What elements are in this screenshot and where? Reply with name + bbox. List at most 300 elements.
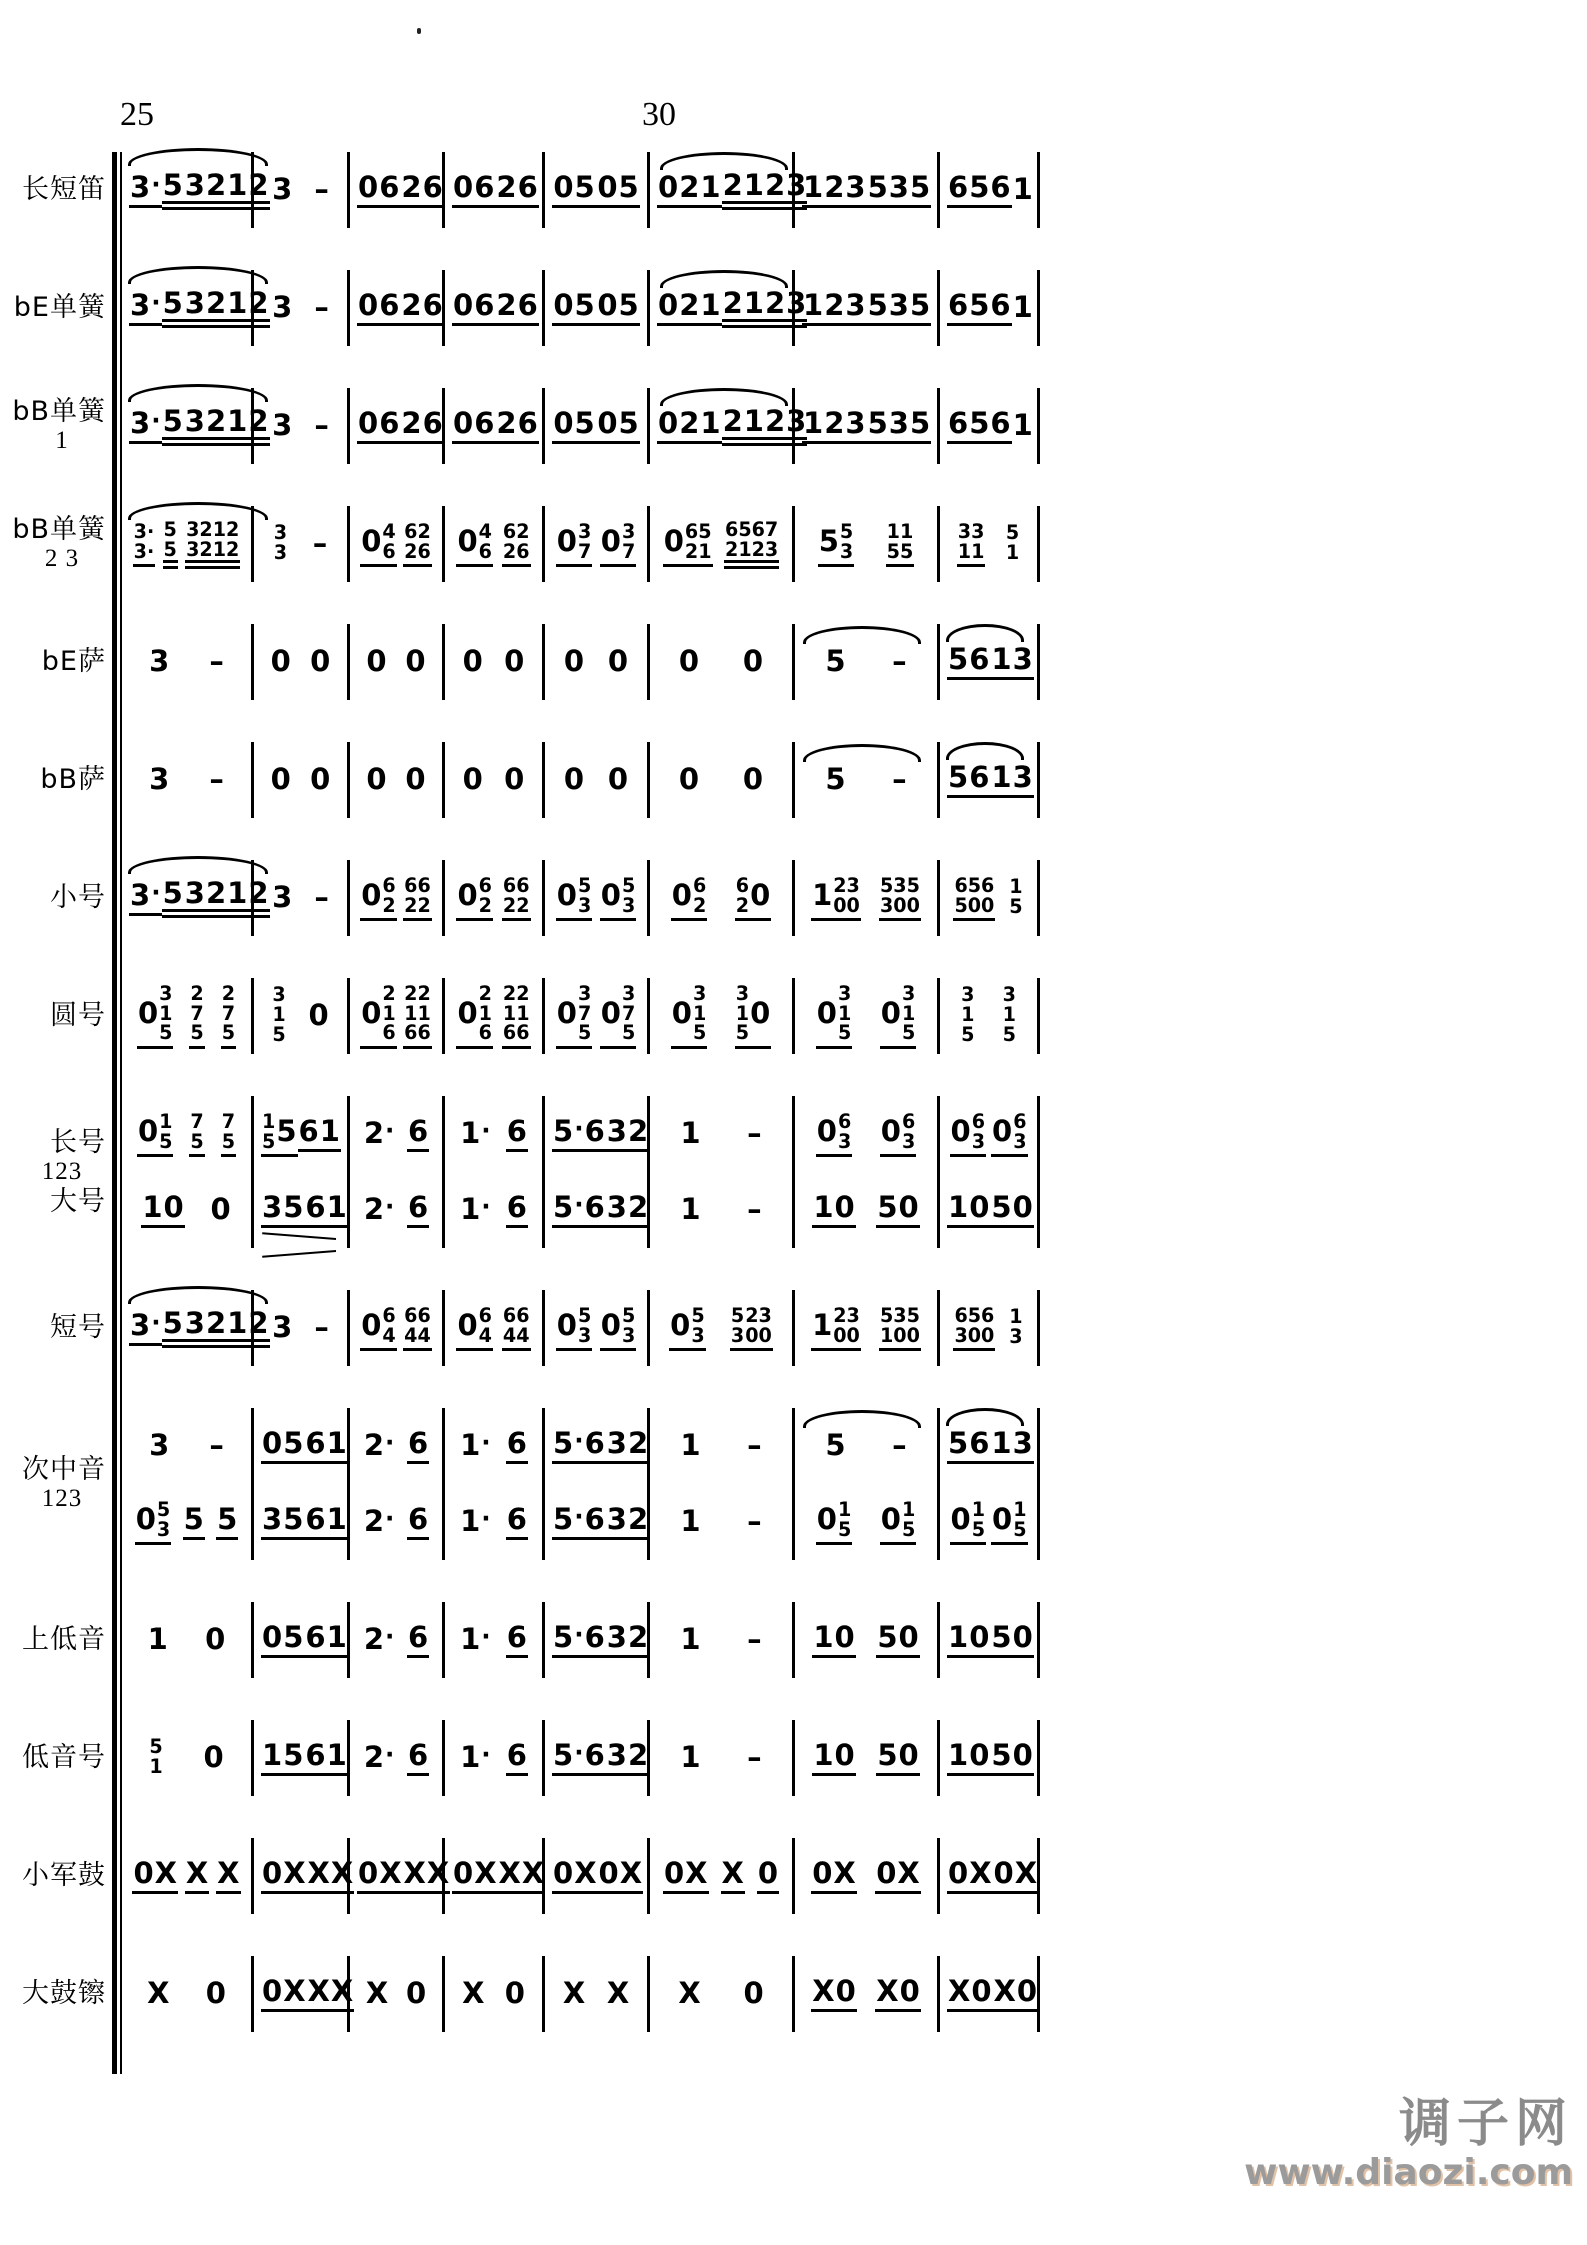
chord-voice: 5 [577, 1303, 592, 1327]
note-digit: 6 [408, 1114, 429, 1148]
note-group [746, 1503, 763, 1539]
measure [122, 742, 254, 818]
note-group [141, 1192, 184, 1228]
instrument-label: bB单簧 [12, 514, 106, 546]
note-digit: 0 [899, 1974, 920, 2008]
measure [254, 506, 350, 582]
chord-voice: 3 [577, 519, 592, 543]
measure [254, 152, 350, 228]
note-digit: 1 [227, 876, 248, 910]
measure [350, 978, 445, 1054]
instrument-label: 2 3 [44, 545, 80, 573]
note-group [607, 761, 629, 797]
measure [254, 1096, 350, 1172]
chord-voice: 66 [502, 873, 530, 897]
note-group [669, 1305, 706, 1352]
part-line [122, 506, 1100, 582]
chord-voice: 66 [404, 1021, 431, 1045]
chord-voice: 3 [1013, 1129, 1027, 1153]
note-digit: 2 [401, 406, 422, 440]
note-digit: 6 [506, 1114, 527, 1148]
measure [122, 270, 269, 346]
note-group [876, 1740, 919, 1776]
measure [122, 1096, 254, 1172]
chord-voice: 3 [961, 983, 975, 1007]
note-group [891, 761, 908, 797]
note-digit: 2 [722, 168, 743, 202]
chord-stack [163, 517, 177, 561]
note-digit: X [948, 1974, 971, 2008]
note-digit: 2 [363, 1115, 384, 1150]
note-digit: 0 [750, 878, 771, 912]
note-digit: 2 [764, 168, 786, 202]
duration-dash: – [747, 1621, 762, 1656]
chord-voice: 535 [880, 1303, 920, 1327]
note-digit: X [379, 1856, 402, 1890]
measure [254, 860, 350, 936]
slur-arc [946, 624, 1024, 642]
note-group [221, 1111, 236, 1158]
chord-voice: 5 [190, 1021, 204, 1045]
note-group [891, 1427, 908, 1463]
note-digit: 0 [556, 878, 577, 912]
note-digit: 2 [824, 288, 845, 322]
note-digit: 3 [606, 1738, 627, 1772]
measure [795, 978, 940, 1054]
note-digit: X [1014, 1856, 1038, 1890]
measure [445, 152, 545, 228]
note-group [162, 170, 184, 210]
note-group [742, 761, 764, 797]
chord-voice: 3· [133, 519, 155, 543]
duration-dash: – [314, 171, 329, 206]
note-digit: 3 [272, 407, 293, 442]
note-digit: 0 [834, 1738, 855, 1772]
chord-voice: 3 [692, 981, 707, 1005]
system-长号 [0, 1096, 1100, 1248]
note-digit: 3 [149, 761, 170, 796]
chord-voice: 3· [133, 539, 155, 563]
note-group [606, 1504, 649, 1540]
note-digit: X [462, 1975, 485, 2010]
note-group [148, 1736, 163, 1780]
note-digit: 6 [474, 288, 495, 322]
note-digit: 2 [764, 286, 786, 320]
note-group [671, 875, 708, 922]
note-group [360, 521, 397, 568]
measure [254, 624, 350, 700]
chord-stack [577, 1303, 592, 1347]
chord-stack [221, 1109, 235, 1153]
instrument-label: bB单簧 [12, 396, 106, 428]
note-digit: 6 [305, 1738, 326, 1772]
part-line [122, 742, 1100, 818]
chord-stack [735, 873, 750, 917]
note-digit: 5 [553, 1114, 574, 1148]
note-group [400, 172, 443, 208]
note-digit: 0 [816, 1114, 837, 1148]
note-group [261, 1858, 307, 1894]
note-digit: 0 [203, 1739, 224, 1774]
duration-dash: – [312, 525, 328, 560]
note-digit: 0 [750, 996, 771, 1030]
note-group [563, 761, 585, 797]
note-group [679, 1503, 701, 1539]
note-digit: 0 [663, 524, 684, 558]
note-digit: 0 [671, 996, 692, 1030]
note-group [163, 519, 178, 570]
note-group [162, 288, 184, 328]
chord-stack [1009, 877, 1022, 917]
note-group [757, 1858, 779, 1894]
measure [254, 388, 350, 464]
note-digit: 5 [877, 1190, 898, 1224]
note-digit: 2 [205, 1306, 227, 1340]
note-digit: 5 [217, 1502, 238, 1536]
chord-stack [577, 873, 592, 917]
watermark [1244, 2096, 1573, 2193]
measure [795, 270, 940, 346]
measure [795, 152, 940, 228]
note-group [129, 290, 162, 326]
note-digit: 2 [205, 286, 227, 320]
measure [650, 270, 807, 346]
note-digit: 5 [162, 168, 183, 202]
note-digit: 0 [658, 288, 679, 322]
measure [940, 742, 1040, 818]
note-digit: 5 [162, 286, 183, 320]
note-digit: 0 [678, 643, 700, 678]
note-group [270, 761, 292, 797]
score-body [0, 152, 1100, 2074]
duration-dash: – [314, 1309, 329, 1344]
note-digit: 2 [764, 404, 786, 438]
note-digit: 0 [816, 996, 837, 1030]
note-group [947, 408, 1012, 444]
note-group [606, 1192, 649, 1228]
note-group [403, 1858, 451, 1894]
note-group [991, 1499, 1028, 1546]
note-group [162, 1308, 184, 1348]
note-group [556, 521, 593, 568]
note-digit: 3 [606, 1114, 627, 1148]
part-line [122, 1096, 1100, 1172]
chord-stack [149, 1737, 162, 1777]
part-line [122, 1172, 1100, 1248]
note-group [816, 1111, 853, 1158]
note-digit: 5 [162, 876, 183, 910]
instrument-label-block [0, 1838, 106, 1914]
chord-voice: 00 [745, 1323, 772, 1347]
note-digit: X [619, 1856, 643, 1890]
note-digit: 1 [700, 170, 721, 204]
note-digit: 2 [248, 404, 269, 438]
chord-voice: 3 [901, 981, 916, 1005]
measure [122, 860, 269, 936]
duration-dash: – [892, 1427, 907, 1462]
chord-voice: 3 [621, 981, 636, 1005]
measure [545, 506, 650, 582]
note-digit: X [606, 1975, 630, 2010]
chord-voice: 1 [159, 1109, 173, 1133]
measure [940, 978, 1040, 1054]
chord-voice: 3212 [186, 537, 240, 561]
note-group [606, 1622, 649, 1658]
system-小军鼓 [0, 1838, 1100, 1914]
note-group [947, 1622, 990, 1658]
note-group [556, 983, 593, 1050]
note-group [456, 1305, 493, 1352]
part-line [122, 1720, 1100, 1796]
note-digit: X [812, 1974, 835, 2008]
instrument-label: 123 [41, 1485, 83, 1513]
note-digit: 2 [401, 288, 422, 322]
note-group [261, 1504, 304, 1540]
note-digit: 6 [408, 1502, 429, 1536]
measure [350, 1838, 450, 1914]
note-group [403, 1305, 432, 1352]
part-line [122, 1602, 1100, 1678]
augmentation-dot: · [385, 1739, 395, 1769]
note-digit: 5 [867, 288, 888, 322]
instrument-label: 大鼓镲 [22, 1978, 106, 2010]
chord-stack [478, 981, 492, 1045]
measure [445, 270, 545, 346]
measure [122, 1838, 254, 1914]
note-digit: 3 [184, 286, 205, 320]
chord-voice: 7 [221, 1001, 235, 1025]
instrument-label: bE单簧 [13, 292, 106, 324]
augmentation-dot: · [481, 1191, 491, 1221]
chord-stack [691, 1303, 705, 1347]
note-digit: 0 [598, 1856, 619, 1890]
chord-voice: 66 [404, 873, 431, 897]
note-digit: 2 [363, 1503, 384, 1538]
augmentation-dot: · [385, 1191, 395, 1221]
note-digit: X [283, 1856, 306, 1890]
note-digit: 3 [262, 1502, 283, 1536]
part-line [122, 1290, 1100, 1366]
measure [650, 1172, 795, 1248]
chord-voice: 23 [833, 1303, 860, 1327]
chord-stack [502, 873, 530, 917]
note-digit: 1 [812, 1308, 833, 1342]
chord-voice: 3 [272, 983, 286, 1007]
note-digit: 6 [506, 1502, 527, 1536]
chord-voice: 3 [1009, 1325, 1023, 1348]
note-group [185, 1858, 209, 1894]
measure [122, 1956, 254, 2032]
chord-voice: 3 [730, 1323, 745, 1347]
note-group [504, 1975, 526, 2011]
measure [445, 1290, 545, 1366]
chord-stack [404, 873, 431, 917]
note-digit: 0 [816, 1502, 837, 1536]
note-digit: 5 [162, 1306, 183, 1340]
measure [795, 1408, 940, 1484]
note-group [742, 643, 764, 679]
measure [940, 388, 1040, 464]
note-group [459, 1191, 492, 1227]
note-digit: 0 [135, 1502, 156, 1536]
part-line [122, 1408, 1100, 1484]
note-digit: 0 [658, 406, 679, 440]
chord-voice: 1 [1005, 541, 1020, 564]
augmentation-dot: · [481, 1739, 491, 1769]
chord-voice: 22 [404, 893, 431, 917]
note-digit: 2 [248, 1306, 269, 1340]
note-group [261, 1192, 304, 1228]
instrument-label-block [0, 1602, 106, 1678]
note-group [304, 1428, 347, 1464]
chord-voice: 5 [730, 1303, 745, 1327]
chord-stack [404, 981, 431, 1045]
chord-voice: 00 [833, 893, 860, 917]
note-digit: 0 [358, 1856, 379, 1890]
note-digit: 6 [474, 170, 495, 204]
note-digit: 3 [262, 1190, 283, 1224]
chord-voice: 6 [837, 1109, 852, 1133]
note-group [452, 172, 495, 208]
part-lines [122, 1720, 1100, 1796]
note-group [746, 1739, 763, 1775]
chord-stack [837, 1497, 852, 1541]
part-line [122, 1956, 1100, 2032]
measure [350, 860, 445, 936]
note-group [261, 1976, 307, 2012]
note-group [811, 1305, 861, 1352]
note-group [679, 1191, 701, 1227]
system-bE单簧 [0, 270, 1100, 346]
chord-voice: 5 [837, 1517, 852, 1541]
note-digit: 1 [680, 1191, 701, 1226]
note-digit: X [521, 1856, 545, 1890]
note-group [990, 644, 1033, 680]
note-digit: 0 [270, 761, 291, 796]
note-group [360, 1305, 397, 1352]
system-短号 [0, 1290, 1100, 1366]
chord-stack [478, 1303, 492, 1347]
note-group [400, 408, 443, 444]
chord-voice: 5 [272, 1022, 286, 1046]
measure [940, 1956, 1040, 2032]
note-digit: X [330, 1974, 354, 2008]
note-digit: 1 [743, 404, 764, 438]
note-group [129, 1310, 162, 1346]
note-digit: X [833, 1856, 856, 1890]
note-group [552, 1428, 606, 1464]
note-group [307, 1858, 355, 1894]
note-group [456, 983, 493, 1050]
measure [545, 1408, 650, 1484]
part-lines [122, 978, 1100, 1054]
note-group [735, 875, 772, 922]
note-group [606, 1740, 649, 1776]
note-digit: 0 [358, 170, 379, 204]
chord-voice: 5 [163, 537, 177, 561]
measure [940, 1484, 1040, 1560]
measure [940, 1602, 1040, 1678]
chord-voice: 5 [221, 1021, 235, 1045]
note-group [993, 1858, 1039, 1894]
note-digit: X [365, 1975, 389, 2010]
chord-stack [692, 873, 707, 917]
note-digit: 2 [627, 1620, 649, 1654]
note-digit: 3 [184, 1306, 205, 1340]
chord-stack [156, 1497, 171, 1541]
note-group [459, 1115, 492, 1151]
chord-voice: 62 [404, 519, 431, 543]
note-group [880, 1111, 917, 1158]
measure [650, 1838, 795, 1914]
note-digit: 2 [496, 288, 517, 322]
note-digit: X [185, 1856, 209, 1890]
instrument-label: 大号 [50, 1186, 106, 1218]
note-digit: 6 [506, 1738, 527, 1772]
note-group [552, 408, 595, 444]
note-group [730, 1305, 773, 1352]
note-digit: 0 [361, 878, 382, 912]
note-digit: 0 [361, 1308, 382, 1342]
note-digit: X [307, 1974, 330, 2008]
note-group [271, 879, 293, 915]
duration-dash: – [747, 1191, 762, 1226]
chord-voice: 6 [478, 539, 492, 563]
measure [545, 978, 650, 1054]
note-group [261, 1428, 304, 1464]
chord-stack [833, 873, 860, 917]
chord-stack [478, 873, 492, 917]
note-digit: 5 [867, 170, 888, 204]
watermark-site-url: www.diaozi.com [1244, 2152, 1573, 2194]
chord-voice: 5 [971, 1517, 985, 1541]
chord-stack [262, 1109, 276, 1153]
measure [795, 742, 940, 818]
note-digit: 0 [658, 170, 679, 204]
note-digit: 5 [991, 1620, 1012, 1654]
note-digit: 2 [627, 1114, 649, 1148]
chord-voice: 6 [382, 539, 396, 563]
note-digit: 0 [597, 288, 618, 322]
part-line [122, 1484, 1100, 1560]
note-group [679, 1427, 701, 1463]
measure [350, 1956, 445, 2032]
measure [545, 152, 650, 228]
note-digit: 1 [460, 1191, 481, 1226]
note-group [953, 875, 995, 922]
note-digit: 6 [584, 1738, 605, 1772]
measure [940, 1408, 1040, 1484]
note-digit: X [678, 1975, 701, 2010]
note-group [205, 1975, 227, 2011]
measure [350, 1290, 445, 1366]
note-digit: X [154, 1856, 177, 1890]
note-group [721, 1858, 745, 1894]
note-digit: 0 [553, 406, 574, 440]
note-digit: 2 [248, 286, 269, 320]
part-lines [122, 1290, 1100, 1366]
note-group [363, 1739, 396, 1775]
instrument-label: 长号 [50, 1126, 106, 1158]
note-digit: 0 [948, 1856, 969, 1890]
slur-arc [946, 742, 1024, 760]
chord-stack [577, 519, 592, 563]
note-group [133, 521, 156, 568]
measure [545, 1096, 650, 1172]
note-digit: 0 [1012, 1738, 1033, 1772]
chord-voice: 5 [837, 1021, 852, 1045]
measure [254, 270, 350, 346]
